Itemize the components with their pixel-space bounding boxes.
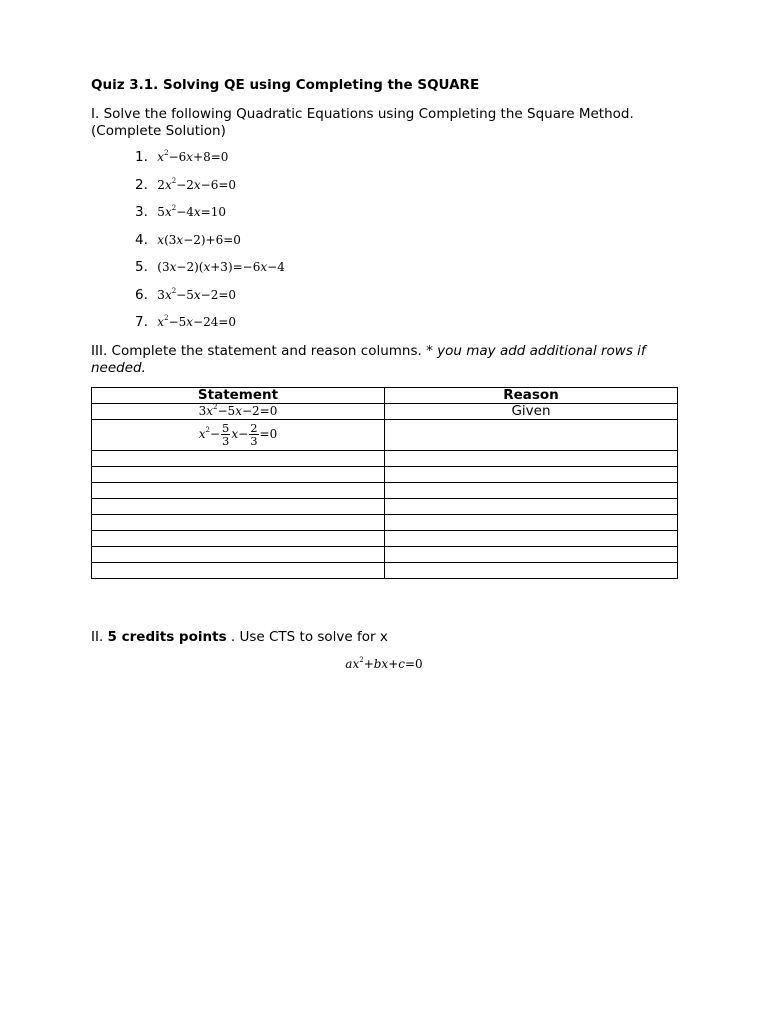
statement-reason-table [91,387,678,579]
table-row [92,514,678,530]
problem-item [91,286,681,314]
reason-cell[interactable] [385,498,678,514]
statement-cell[interactable] [92,562,385,578]
table-row [92,562,678,578]
table-row [92,403,678,419]
section3-note: you may add additional rows if needed. [91,342,646,376]
problem-number: 1. [135,149,148,165]
problem-list [91,148,681,341]
statement-equation: $x^2-$ $\frac{5}{3}$ x− $\frac{2}{3}$ =0 [198,421,278,448]
problem-item [91,148,681,176]
statement-cell[interactable] [92,546,385,562]
statement-cell[interactable] [92,466,385,482]
reason-cell[interactable] [385,450,678,466]
reason-cell[interactable] [385,482,678,498]
problem-item [91,203,681,231]
section1-instruction: I. Solve the following Quadratic Equations using Completing the Square Method. (Complete Solution) [91,106,634,139]
statement-cell[interactable] [92,514,385,530]
table-row [92,419,678,450]
table-row [92,530,678,546]
statement-cell[interactable] [92,530,385,546]
statement-cell [92,419,385,450]
section2-prefix: II. [91,629,108,645]
table-row [92,482,678,498]
problem-equation: $5x^2-4x=10$ [157,204,226,219]
problem-item [91,258,681,286]
problem-item [91,231,681,259]
statement-header: Statement [92,387,385,403]
reason-cell[interactable] [385,514,678,530]
reason-header: Reason [385,387,678,403]
section2-instruction [91,628,388,646]
table-row [92,466,678,482]
general-equation [0,656,768,672]
reason-cell[interactable] [385,419,678,450]
problem-number: 5. [135,259,148,275]
reason-cell[interactable] [385,562,678,578]
statement-equation: $3x^2-5x-2=0$ [198,403,278,418]
table-row [92,450,678,466]
quiz-page [91,76,681,579]
reason-cell: Given [385,403,678,419]
general-equation-text: $ax^2+bx+c=0$ [345,656,423,671]
table-row [92,498,678,514]
problem-number: 2. [135,176,148,193]
table-row [92,546,678,562]
reason-cell[interactable] [385,546,678,562]
reason-cell[interactable] [385,530,678,546]
statement-cell[interactable] [92,498,385,514]
table-header-row [92,387,678,403]
statement-cell [92,403,385,419]
quiz-title: Quiz 3.1. Solving QE using Completing the SQUARE [91,77,480,93]
problem-equation: $x^2-5x-24=0$ [157,314,237,329]
section3-instruction [91,343,681,377]
problem-equation: $x^2-6x+8=0$ [157,149,229,164]
reason-cell[interactable] [385,466,678,482]
problem-number: 3. [135,204,148,220]
problem-number: 7. [135,314,148,330]
problem-equation: (3x−2)(x+3)=−6x−4 [157,260,285,274]
problem-item [91,313,681,341]
section3-instruction-text: III. Complete the statement and reason columns. * [91,342,438,359]
problem-equation: $2x^2-2x-6=0$ [157,176,237,192]
problem-equation: $3x^2-5x-2=0$ [157,286,237,302]
problem-item [91,176,681,204]
problem-equation: x(3x−2)+6=0 [157,232,241,247]
statement-cell[interactable] [92,482,385,498]
statement-cell[interactable] [92,450,385,466]
problem-number: 6. [135,286,148,303]
section2-credits: 5 credits points [107,629,227,645]
section2-rest: . Use CTS to solve for x [226,629,388,645]
problem-number: 4. [135,231,148,248]
